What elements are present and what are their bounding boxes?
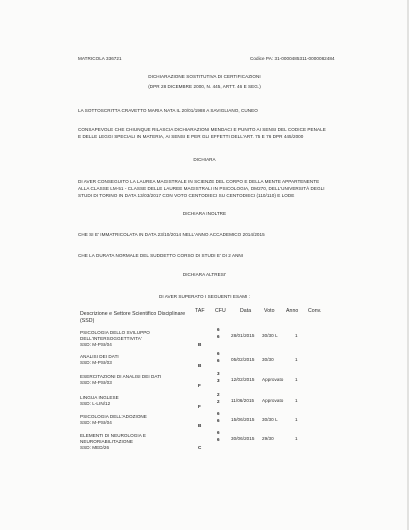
exam-year: 1 [295,357,298,362]
exam-grade: 30/30 L [262,417,278,422]
exam-taf: B [198,363,202,368]
exam-name-line: SSD: L-LIN/12 [80,401,111,406]
exam-name-line: NEURORIABILITAZIONE [80,439,133,444]
laurea-line-2: ALLA CLASSE LM-51 - CLASSE DELLE LAUREE MAGISTRALI IN PSICOLOGIA, DM270, DELL'UNIVERSITÀ DEGLI [78,186,325,191]
title-line-1: DICHIARAZIONE SOSTITUTIVA DI CERTIFICAZIONI [148,74,261,79]
exam-cfu-top: 6 [217,430,220,435]
superato-heading: DI AVER SUPERATO I SEGUENTI ESAMI : [158,294,251,299]
consapevole-line-1: CONSAPEVOLE CHE CHIUNQUE RILASCIA DICHIARAZIONI MENDACI E PUNITO AI SENSI DEL CODICE PENALE [78,127,326,132]
title-line-2: (DPR 28 DICEMBRE 2000, N. 445, ARTT. 46 E SEG.) [148,84,261,89]
exam-cfu: 3 [217,378,220,383]
exam-cfu: 6 [217,358,220,363]
exam-name-line: PSICOLOGIA DELL'ADOZIONE [80,414,147,419]
durata-line: CHE LA DURATA NORMALE DEL SUDDETTO CORSO DI STUDI E' DI 2 ANNI [78,253,244,258]
exam-taf: F [198,404,201,409]
exam-grade: 30/30 [262,357,274,362]
exam-date: 28/01/2015 [231,333,255,338]
exam-year: 1 [295,417,298,422]
exam-cfu: 6 [217,437,220,442]
exam-date: 30/06/2015 [231,436,255,441]
dichiara-heading: DICHIARA [193,157,216,162]
exam-taf: F [198,383,201,388]
col-header-anno: Anno [286,308,299,314]
col-header-data: Data [240,308,252,314]
exam-taf: B [198,342,202,347]
exam-name-line: ANALISI DEI DATI [80,354,119,359]
col-header-conv: Conv. [308,308,322,314]
intro-line: LA SOTTOSCRITTA CRAVETTO MARIA NATA IL 20/01/1988 A SAVIGLIANO, CUNEO [78,108,258,113]
exam-cfu-top: 6 [217,351,220,356]
exam-year: 1 [295,333,298,338]
exam-year: 1 [295,398,298,403]
exam-grade: Approvato [262,398,284,403]
exam-date: 11/06/2015 [231,398,255,403]
exam-grade: Approvato [262,377,284,382]
exam-name-line: PSICOLOGIA DELLO SVILUPPO [80,330,150,335]
exam-cfu-top: 3 [217,371,220,376]
exam-date: 12/02/2015 [231,377,255,382]
col-header-descrizione: Descrizione e Settore Scientifico Disciplinare [80,311,186,317]
exam-year: 1 [295,436,298,441]
exam-name-line: SSD: M-PSI/04 [80,342,112,347]
exam-cfu-top: 2 [217,392,220,397]
exam-cfu: 2 [217,399,220,404]
exam-name-line: SSD: MED/26 [80,445,110,450]
consapevole-line-2: E DELLE LEGGI SPECIALI IN MATERIA, AI SENSI E PER GLI EFFETTI DELL'ART. 75 E 76 DPR 445/2000 [78,134,304,139]
exam-name-line: ESERCITAZIONI DI ANALISI DEI DATI [80,374,162,379]
exam-taf: B [198,423,202,428]
exam-name-line: ELEMENTI DI NEUROLOGIA E [80,433,147,438]
exam-cfu: 6 [217,334,220,339]
immatricolata-line: CHE SI E' IMMATRICOLATA IN DATA 23/10/2014 NELL'ANNO ACCADEMICO 2014/2015 [78,232,265,237]
exam-taf: C [198,445,202,450]
exam-name-line: SSD: M-PSI/04 [80,420,112,425]
codice-pa: Codice PA: 31-0000485311-0000082484 [250,56,335,61]
exam-grade: 29/30 [262,436,274,441]
dichiara-inoltre-heading: DICHIARA INOLTRE [182,211,227,216]
exam-cfu-top: 6 [217,411,220,416]
col-header-ssd: (SSD) [80,318,95,324]
exam-name-line: SSD: M-PSI/03 [80,360,112,365]
exam-name-line: LINGUA INGLESE [80,395,119,400]
exam-year: 1 [295,377,298,382]
exam-grade: 30/30 L [262,333,278,338]
matricola: MATRICOLA 336721 [78,56,122,61]
exam-cfu: 6 [217,418,220,423]
dichiara-altresi-heading: DICHIARA ALTRESI' [182,272,227,277]
exam-name-line: DELL'INTERSOGGETTIVITA' [80,336,142,341]
laurea-line-3: STUDI DI TORINO IN DATA 13/03/2017 CON VOTO CENTODIECI SU CENTODIECI (110/110) E LODE [78,193,295,198]
exam-name-line: SSD: M-PSI/03 [80,380,112,385]
laurea-line-1: DI AVER CONSEGUITO LA LAUREA MAGISTRALE IN SCIENZE DEL CORPO E DELLA MENTE APPARTENENTE [78,179,320,184]
col-header-voto: Voto [264,308,275,314]
col-header-taf: TAF [195,308,205,314]
exam-date: 15/06/2015 [231,417,255,422]
exam-cfu-top: 6 [217,327,220,332]
col-header-cfu: CFU [215,308,226,314]
exam-date: 05/02/2015 [231,357,255,362]
